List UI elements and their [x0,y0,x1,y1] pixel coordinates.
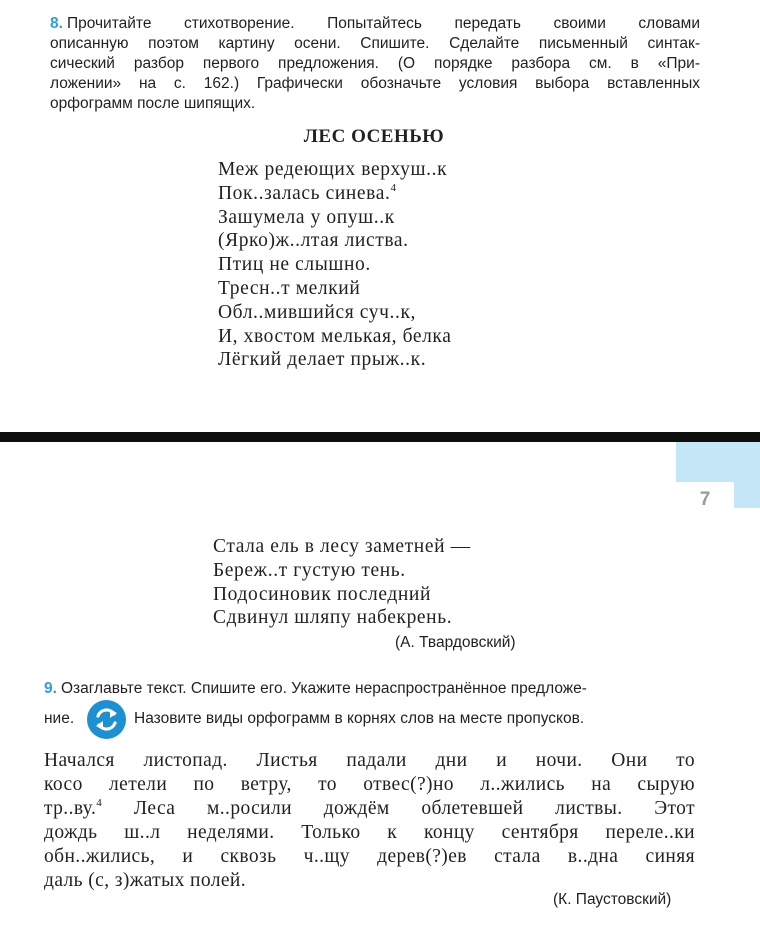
poem-line: И, хвостом мелькая, белка [218,325,452,347]
poem-line: Обл..мившийся суч..к, [218,301,417,323]
instruction-line: ложении» на с. 162.) Графически обозначьте условия выбора вставленных [50,75,700,92]
passage-line: даль (с, з)жатых полей. [44,870,247,891]
passage-line: Начался листопад. Листья падали дни и ночи. Они то [44,750,695,771]
passage-line: дождь ш..л неделями. Только к концу сентября переле..ки [44,822,695,843]
poem-title: ЛЕС ОСЕНЬЮ [303,126,445,147]
instruction-line: описанную поэтом картину осени. Спишите. Сделайте письменный синтак- [50,35,700,52]
poem-lines [218,158,451,372]
instruction-line: сический разбор первого предложения. (О порядке разбора см. в «При- [50,55,700,72]
poem-line: Меж редеющих верхуш..к [218,159,448,180]
task-9-line [44,680,587,698]
footnote-mark: 4 [390,181,397,194]
footnote-mark: 4 [96,797,103,809]
poem-line: Сдвинул шляпу набекрень. [213,607,453,629]
instruction-line: орфограмм после шипящих. [50,95,256,112]
passage-line: обн..жились, и сквозь ч..щу дерев(?)ев стала в..дна синяя [44,846,695,867]
passage-author: (К. Паустовский) [553,891,672,908]
page-corner-tab [676,442,760,482]
poem-line: Птиц не слышно. [218,254,371,276]
page-number: 7 [699,489,711,510]
text-passage [44,749,695,893]
poem-line: Стала ель в лесу заметней — [213,536,471,557]
instruction-line: Прочитайте стихотворение. Попытайтесь передать своими словами [66,15,700,32]
instruction-line: Озаглавьте текст. Спишите его. Укажите нераспространённое предложе- [60,680,587,697]
poem-line: Береж..т густую тень. [213,559,406,581]
passage-line: косо летели по ветру, то отвес(?)но л..жились на сырую [44,774,695,795]
task-number: 9. [44,680,57,697]
passage-line: тр..ву.$^4$ Леса м..росили дождём облетевшей листвы. Этот [44,797,695,819]
task-9-line: Назовите виды орфограмм в корнях слов на месте пропусков. [134,710,585,727]
task-8-instructions [50,14,700,114]
poem-line: Подосиновик последний [213,583,431,605]
poem-line: Зашумела у опуш..к [218,206,395,228]
review-icon [87,700,126,739]
task-9-line: ние. [44,710,75,727]
poem-author: (А. Твардовский) [395,634,516,651]
poem-line: Тресн..т мелкий [218,277,361,299]
poem-continuation [213,535,471,630]
poem-line: Лёгкий делает прыж..к. [218,349,427,371]
page-divider [0,432,760,442]
page-corner-tab [734,482,760,508]
poem-line: Пок..залась синева.$^4$ [218,181,397,204]
task-number: 8. [50,15,63,32]
poem-line: (Ярко)ж..лтая листва. [218,230,409,252]
